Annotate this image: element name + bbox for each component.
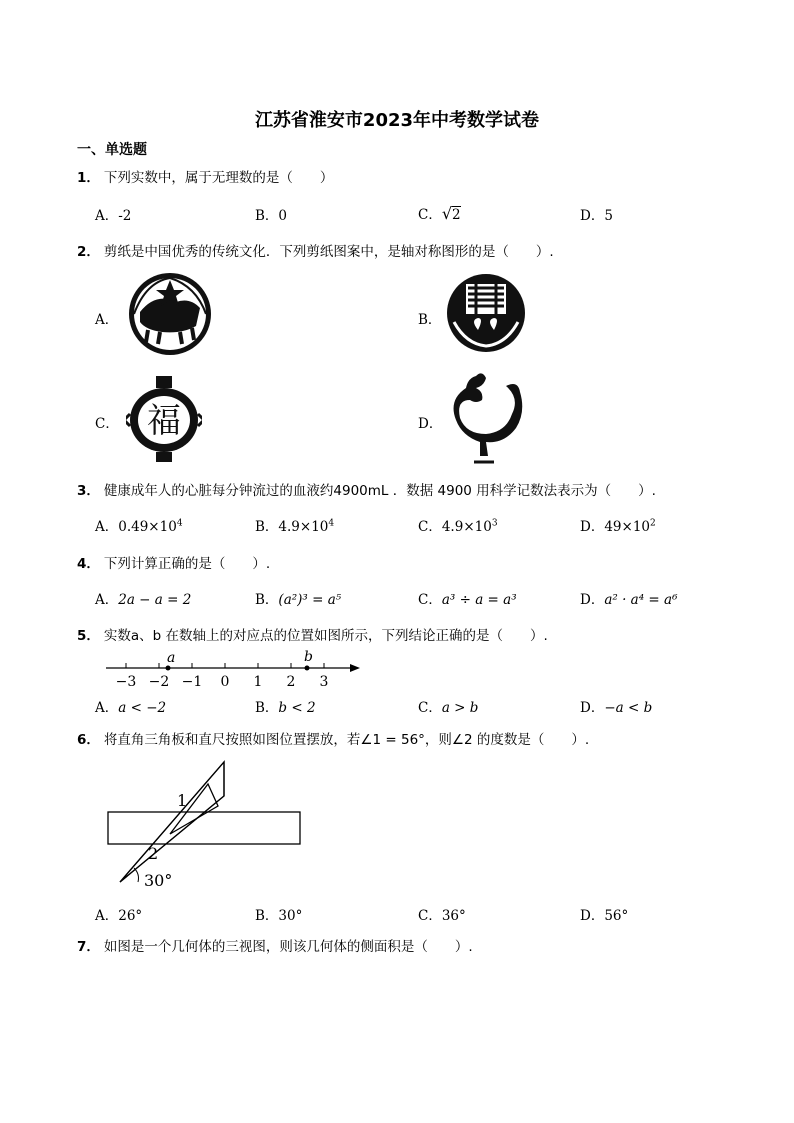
q6-option-d: D．56°: [580, 908, 629, 924]
math-expression: b < 2: [278, 700, 316, 716]
question-number: 6．: [77, 732, 100, 748]
sqrt-symbol: √: [441, 204, 453, 223]
question-number: 2．: [77, 244, 100, 260]
q2-option-d: D．: [418, 416, 443, 432]
point-a-label: a: [167, 650, 176, 666]
axis-arrow: [350, 664, 360, 672]
exponent: 4: [176, 518, 183, 529]
question-number: 3．: [77, 483, 100, 499]
papercut-lantern-fu-image: [126, 374, 202, 464]
number-line-tick-label: 2: [286, 674, 296, 690]
papercut-ox-image: [126, 272, 214, 356]
q3-option-c: [418, 515, 498, 535]
option-label: A．: [95, 519, 119, 535]
question-number: 4．: [77, 556, 100, 572]
number-line-tick-label: −3: [115, 674, 137, 690]
q6-option-a: A．26°: [95, 908, 143, 924]
q5-option-a: [95, 696, 166, 716]
option-label: C．: [418, 519, 442, 535]
q2-option-b: B．: [418, 312, 442, 328]
question-number: 7．: [77, 939, 100, 955]
option-label: C．: [418, 700, 442, 716]
option-label: C．: [418, 592, 442, 608]
question-number: 1．: [77, 170, 100, 186]
section-heading: 一、单选题: [77, 142, 147, 158]
math-expression: −a < b: [604, 700, 653, 716]
q4-option-a: [95, 588, 191, 608]
number-line: [104, 650, 364, 692]
point-a: [166, 666, 171, 671]
question-2: [77, 240, 554, 260]
q5-option-d: [580, 696, 652, 716]
q3-option-a: [95, 515, 183, 535]
q1-option-d: D．5: [580, 208, 613, 224]
page-title: 江苏省淮安市2023年中考数学试卷: [254, 110, 540, 131]
option-label: B．: [255, 700, 279, 716]
option-label: D．: [580, 519, 605, 535]
question-text: 下列计算正确的是（ ）.: [103, 556, 271, 572]
question-7: [77, 935, 473, 955]
exponent: 4: [328, 518, 335, 529]
q2-option-a: A．: [95, 312, 119, 328]
option-label: B．: [255, 519, 279, 535]
question-text: 实数a、b 在数轴上的对应点的位置如图所示，下列结论正确的是（ ）.: [103, 628, 548, 644]
q1-option-c: [418, 203, 461, 223]
question-5: [77, 624, 548, 644]
q3-option-b: [255, 515, 334, 535]
math-expression: a > b: [441, 700, 479, 716]
math-expression: a < −2: [118, 700, 167, 716]
papercut-double-happiness-image: [446, 272, 526, 354]
q4-option-d: [580, 588, 677, 608]
triangle-ruler-figure: [104, 756, 304, 894]
angle-30-label: 30°: [144, 871, 173, 890]
q3-option-d: [580, 515, 656, 535]
ruler: [108, 812, 300, 844]
q4-option-c: [418, 588, 517, 608]
question-1: [77, 166, 333, 186]
number-line-tick-label: 3: [319, 674, 329, 690]
question-text: 剪纸是中国优秀的传统文化．下列剪纸图案中，是轴对称图形的是（ ）.: [103, 244, 554, 260]
mantissa: 49×10: [604, 519, 650, 535]
math-expression: a² · a⁴ = a⁶: [604, 592, 678, 608]
number-line-tick-label: −2: [148, 674, 170, 690]
math-expression: (a²)³ = a⁵: [278, 592, 342, 608]
q6-option-c: C．36°: [418, 908, 466, 924]
question-text: 将直角三角板和直尺按照如图位置摆放，若∠1 = 56°，则∠2 的度数是（ ）.: [103, 732, 590, 748]
question-6: [77, 728, 589, 748]
q4-option-b: [255, 588, 341, 608]
point-b-label: b: [304, 650, 313, 665]
q6-option-b: B．30°: [255, 908, 303, 924]
q1-option-a: A．-2: [95, 208, 132, 224]
option-label: A．: [95, 592, 119, 608]
exponent: 3: [491, 518, 498, 529]
question-text: 下列实数中，属于无理数的是（ ）: [103, 170, 334, 186]
exponent: 2: [650, 518, 656, 529]
math-expression: a³ ÷ a = a³: [441, 592, 517, 608]
q1-option-b: B．0: [255, 208, 288, 224]
q5-option-b: [255, 696, 316, 716]
q2-option-c: C．: [95, 416, 119, 432]
question-3: [77, 479, 656, 499]
mantissa: 0.49×10: [118, 519, 177, 535]
option-label: D．: [580, 700, 605, 716]
math-expression: 2a − a = 2: [118, 592, 192, 608]
fu-glyph: 福: [147, 401, 181, 441]
q5-option-c: [418, 696, 478, 716]
question-text: 健康成年人的心脏每分钟流过的血液约4900mL ．数据 4900 用科学记数法表示为（ ）.: [103, 483, 656, 499]
option-label: C．: [418, 207, 442, 223]
mantissa: 4.9×10: [278, 519, 329, 535]
number-line-tick-label: 0: [220, 674, 230, 690]
number-line-tick-label: −1: [181, 674, 203, 690]
question-4: [77, 552, 270, 572]
number-line-tick-label: 1: [253, 674, 263, 690]
point-b: [305, 666, 310, 671]
angle-1-label: 1: [177, 791, 188, 810]
angle-2-label: 2: [148, 844, 159, 863]
papercut-rooster-image: [446, 370, 526, 466]
question-number: 5．: [77, 628, 100, 644]
question-text: 如图是一个几何体的三视图，则该几何体的侧面积是（ ）.: [103, 939, 473, 955]
option-label: D．: [580, 592, 605, 608]
option-label: B．: [255, 592, 279, 608]
option-label: A．: [95, 700, 119, 716]
mantissa: 4.9×10: [441, 519, 492, 535]
sqrt-radicand: 2: [452, 207, 461, 223]
